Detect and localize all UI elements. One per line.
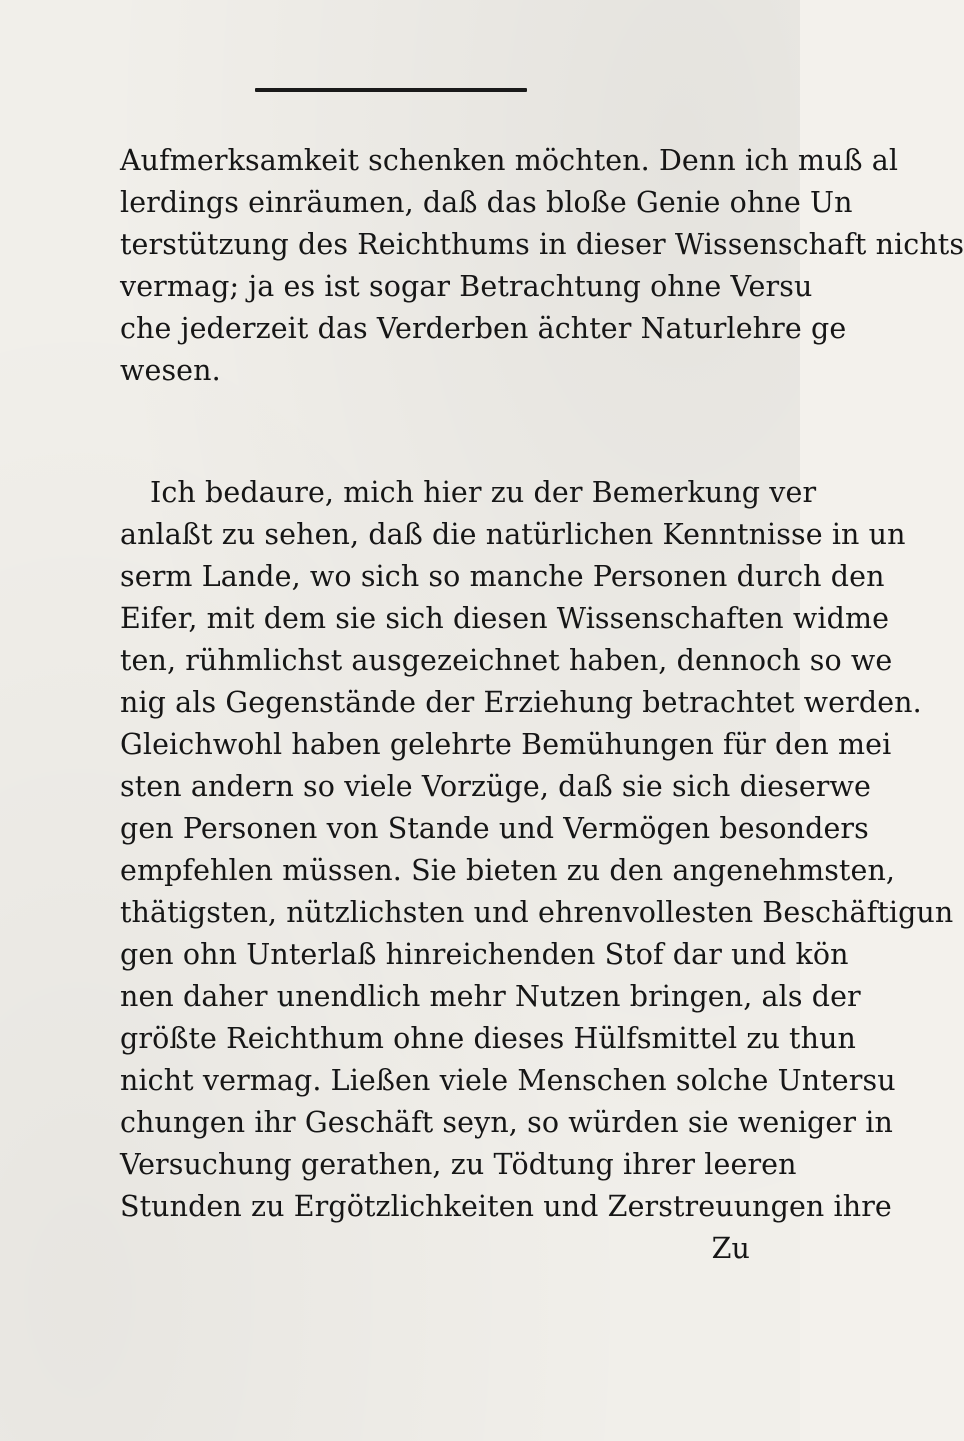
text-line: sten andern so viele Vorzüge, daß sie sich dieserwe <box>120 770 871 803</box>
text-line: nig als Gegenstände der Erziehung betrachtet werden. <box>120 686 922 719</box>
text-line: Aufmerksamkeit schenken möchten. Denn ich muß al <box>120 144 899 177</box>
text-line: größte Reichthum ohne dieses Hülfsmittel zu thun <box>120 1022 856 1055</box>
text-line: nen daher unendlich mehr Nutzen bringen, als der <box>120 980 861 1013</box>
text-line: wesen. <box>120 354 221 387</box>
text-line: terstützung des Reichthums in dieser Wissenschaft nichts <box>120 228 964 261</box>
text-line: anlaßt zu sehen, daß die natürlichen Kenntnisse in un <box>120 518 906 551</box>
text-line: che jederzeit das Verderben ächter Naturlehre ge <box>120 312 847 345</box>
text-line: Stunden zu Ergötzlichkeiten und Zerstreuungen ihre <box>120 1190 892 1223</box>
text-line: Gleichwohl haben gelehrte Bemühungen für den mei <box>120 728 892 761</box>
text-line: ten, rühmlichst ausgezeichnet haben, dennoch so we <box>120 644 893 677</box>
text-line: chungen ihr Geschäft seyn, so würden sie weniger in <box>120 1106 893 1139</box>
text-line: Versuchung gerathen, zu Tödtung ihrer leeren <box>120 1148 797 1181</box>
paragraph-gap <box>120 392 780 472</box>
text-line: vermag; ja es ist sogar Betrachtung ohne Versu <box>120 270 813 303</box>
text-line: lerdings einräumen, daß das bloße Genie ohne Un <box>120 186 853 219</box>
paragraph-2 <box>120 472 954 1228</box>
page-text <box>120 140 964 1270</box>
text-line: Eifer, mit dem sie sich diesen Wissenschaften widme <box>120 602 890 635</box>
catchword: Zu <box>711 1232 750 1265</box>
text-line: thätigsten, nützlichsten und ehrenvollesten Beschäftigun <box>120 896 954 929</box>
text-line: empfehlen müssen. Sie bieten zu den angenehmsten, <box>120 854 896 887</box>
text-line: gen ohn Unterlaß hinreichenden Stof dar und kön <box>120 938 849 971</box>
header-rule <box>255 88 527 92</box>
text-line: Ich bedaure, mich hier zu der Bemerkung ver <box>150 476 817 509</box>
text-line: gen Personen von Stande und Vermögen besonders <box>120 812 869 845</box>
text-line: serm Lande, wo sich so manche Personen durch den <box>120 560 885 593</box>
paragraph-1 <box>120 140 964 392</box>
text-line: nicht vermag. Ließen viele Menschen solche Untersu <box>120 1064 896 1097</box>
